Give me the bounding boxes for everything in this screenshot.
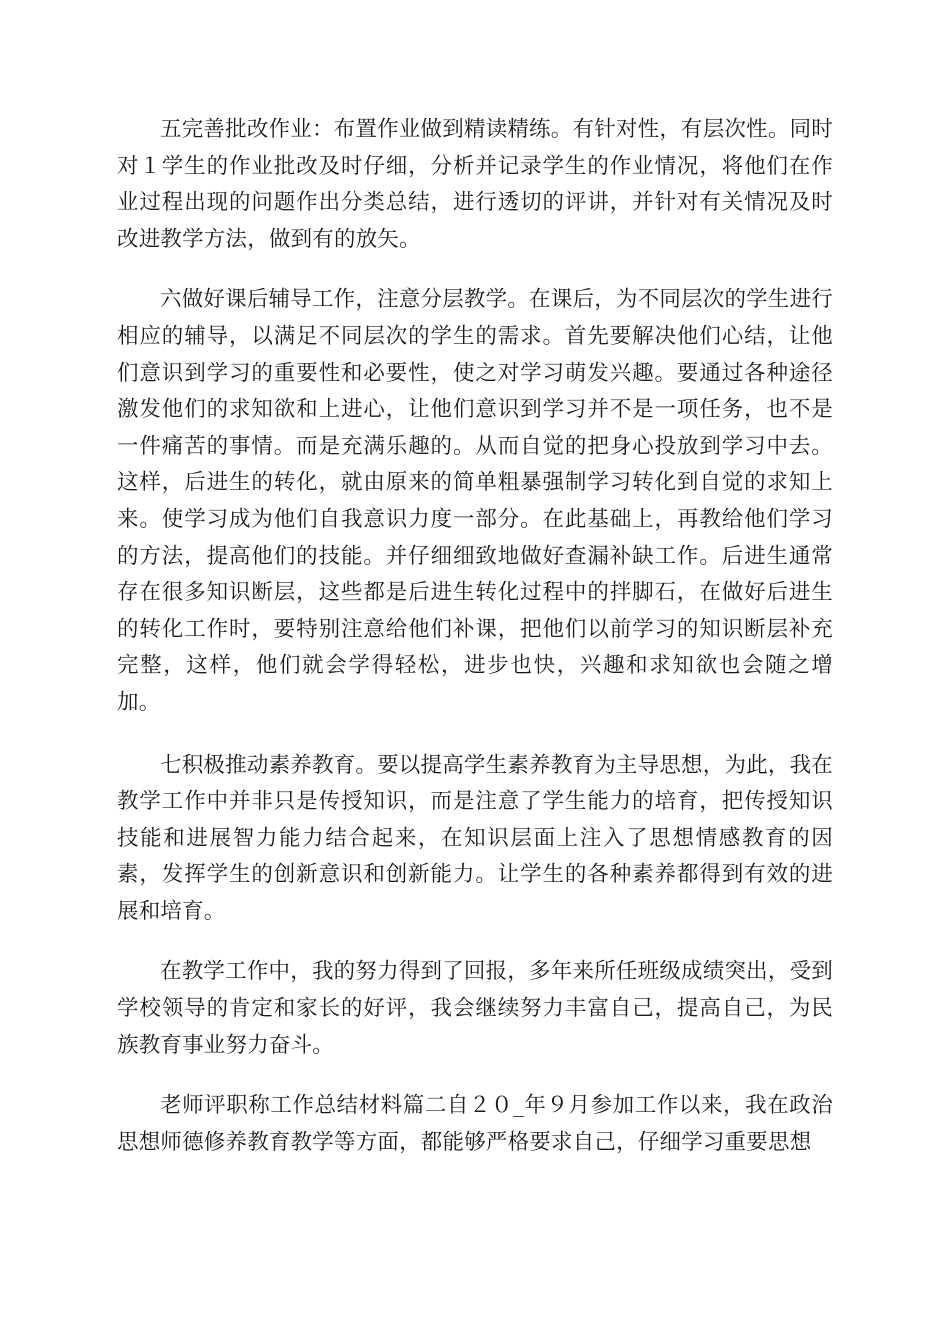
paragraph-homework-correction: 五完善批改作业：布置作业做到精读精练。有针对性，有层次性。同时对１学生的作业批改及时仔细，分析并记录学生的作业情况，将他们在作业过程出现的问题作出分类总结，进行透切的评讲，并针对有关情况及时改进教学方法，做到有的放矢。 — [117, 117, 833, 252]
paragraph-quality-education: 七积极推动素养教育。要以提高学生素养教育为主导思想，为此，我在教学工作中并非只是传授知识，而是注意了学生能力的培育，把传授知识技能和进展智力能力结合起来，在知识层面上注入了思想情感教育的因素，发挥学生的创新意识和创新能力。让学生的各种素养都得到有效的进展和培育。 — [117, 752, 833, 924]
paragraph-after-class-tutoring: 六做好课后辅导工作，注意分层教学。在课后，为不同层次的学生进行相应的辅导，以满足不同层次的学生的需求。首先要解决他们心结，让他们意识到学习的重要性和必要性，使之对学习萌发兴趣。要通过各种途径激发他们的求知欲和上进心，让他们意识到学习并不是一项任务，也不是一件痛苦的事情。而是充满乐趣的。从而自觉的把身心投放到学习中去。这样，后进生的转化，就由原来的简单粗暴强制学习转化到自觉的求知上来。使学习成为他们自我意识力度一部分。在此基础上，再教给他们学习的方法，提高他们的技能。并仔细细致地做好查漏补缺工作。后进生通常存在很多知识断层，这些都是后进生转化过程中的拌脚石，在做好后进生的转化工作时，要特别注意给他们补课，把他们以前学习的知识断层补充完整，这样，他们就会学得轻松，进步也快，兴趣和求知欲也会随之增加。 — [117, 287, 833, 715]
document-body — [117, 112, 833, 1185]
paragraph-article-two-intro: 老师评职称工作总结材料篇二自２０_年９月参加工作以来，我在政治思想师德修养教育教学等方面，都能够严格要求自己，仔细学习重要思想 — [117, 1093, 833, 1155]
paragraph-work-results: 在教学工作中，我的努力得到了回报，多年来所任班级成绩突出，受到学校领导的肯定和家长的好评，我会继续努力丰富自己，提高自己，为民族教育事业努力奋斗。 — [117, 959, 833, 1058]
